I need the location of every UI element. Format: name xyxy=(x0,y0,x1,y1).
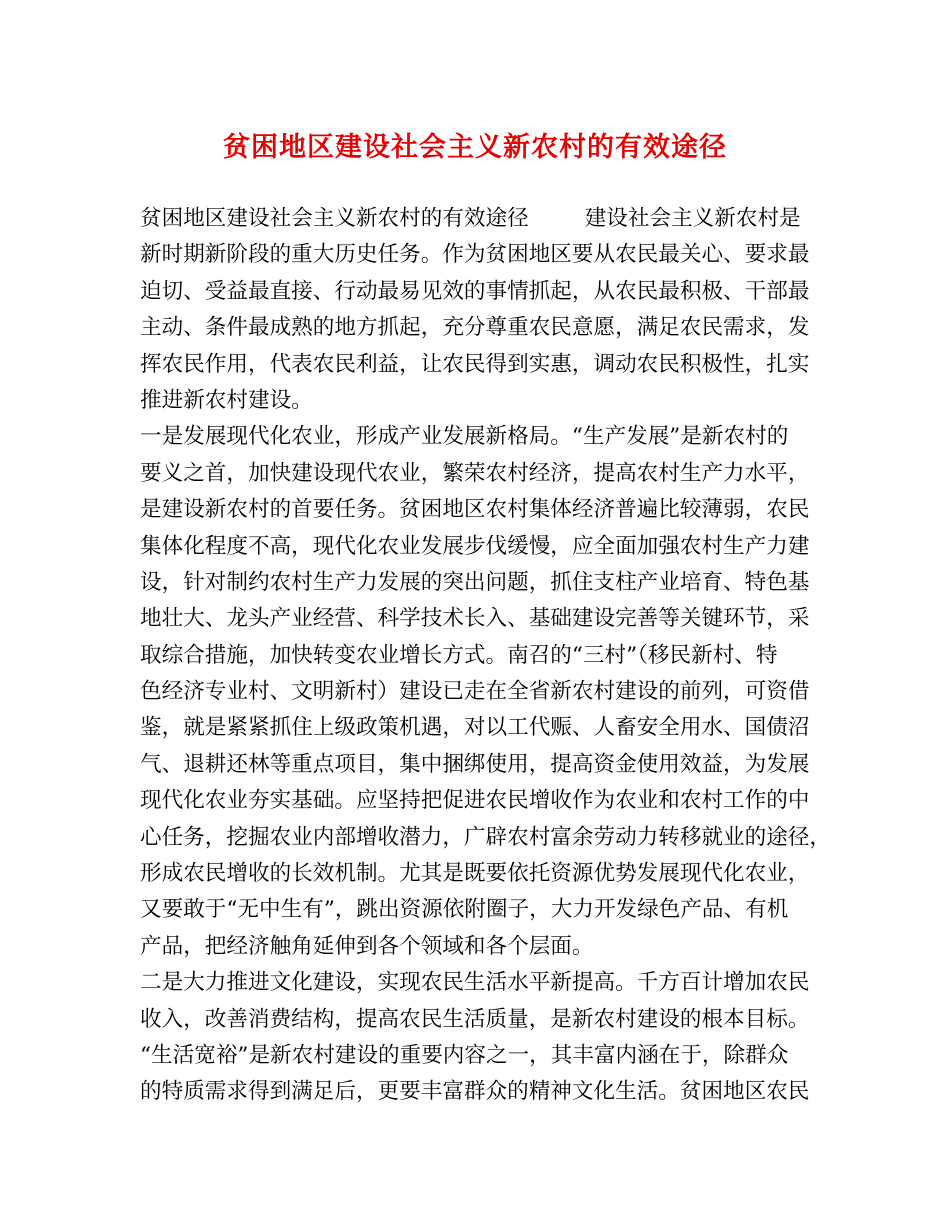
paragraph-line: 心任务，挖掘农业内部增收潜力，广辟农村富余劳动力转移就业的途径， xyxy=(140,824,832,850)
paragraph-line: 的特质需求得到满足后，更要丰富群众的精神文化生活。贫困地区农民 xyxy=(140,1079,810,1105)
paragraph-line: 集体化程度不高，现代化农业发展步伐缓慢，应全面加强农村生产力建 xyxy=(140,533,810,559)
paragraph-line: 收入，改善消费结构，提高农民生活质量，是新农村建设的根本目标。 xyxy=(140,1006,810,1032)
paragraph-line: 推进新农村建设。 xyxy=(140,387,313,413)
paragraph-line: 产品，把经济触角延伸到各个领域和各个层面。 xyxy=(140,933,594,959)
paragraph-line: 一是发展现代化农业，形成产业发展新格局。“生产发展”是新农村的 xyxy=(140,424,789,450)
document-title: 贫困地区建设社会主义新农村的有效途径 xyxy=(223,132,727,163)
paragraph-line: 又要敢于“无中生有”，跳出资源依附圈子，大力开发绿色产品、有机 xyxy=(140,897,789,923)
paragraph-line: 挥农民作用，代表农民利益，让农民得到实惠，调动农民积极性，扎实 xyxy=(140,351,810,377)
document-body xyxy=(140,201,832,1111)
paragraph-line: 形成农民增收的长效机制。尤其是既要依托资源优势发展现代化农业， xyxy=(140,861,810,887)
paragraph-line: 地壮大、龙头产业经营、科学技术长入、基础建设完善等关键环节，采 xyxy=(140,606,810,632)
paragraph-line: 气、退耕还林等重点项目，集中捆绑使用，提高资金使用效益，为发展 xyxy=(140,751,810,777)
paragraph-line: 色经济专业村、文明新村）建设已走在全省新农村建设的前列，可资借 xyxy=(140,679,810,705)
paragraph-line: 设，针对制约农村生产力发展的突出问题，抓住支柱产业培育、特色基 xyxy=(140,569,810,595)
paragraph-line: 要义之首，加快建设现代农业，繁荣农村经济，提高农村生产力水平， xyxy=(140,460,810,486)
paragraph-line: “生活宽裕”是新农村建设的重要内容之一，其丰富内涵在于，除群众 xyxy=(140,1042,789,1068)
paragraph-line: 是建设新农村的首要任务。贫困地区农村集体经济普遍比较薄弱，农民 xyxy=(140,497,810,523)
paragraph-line: 二是大力推进文化建设，实现农民生活水平新提高。千方百计增加农民 xyxy=(140,970,810,996)
paragraph-line: 迫切、受益最直接、行动最易见效的事情抓起，从农民最积极、干部最 xyxy=(140,278,810,304)
intro-lead: 建设社会主义新农村是 xyxy=(584,206,801,231)
paragraph-line: 新时期新阶段的重大历史任务。作为贫困地区要从农民最关心、要求最 xyxy=(140,242,810,268)
paragraph-line: 鉴，就是紧紧抓住上级政策机遇，对以工代赈、人畜安全用水、国债沼 xyxy=(140,715,810,741)
paragraph-line: 现代化农业夯实基础。应坚持把促进农民增收作为农业和农村工作的中 xyxy=(140,788,810,814)
paragraph-line: 取综合措施，加快转变农业增长方式。南召的“三村”（移民新村、特 xyxy=(140,642,778,668)
intro-title-repeat: 贫困地区建设社会主义新农村的有效途径 xyxy=(140,206,529,231)
intro-first-line xyxy=(140,201,816,237)
paragraph-line: 主动、条件最成熟的地方抓起，充分尊重农民意愿，满足农民需求，发 xyxy=(140,315,810,341)
